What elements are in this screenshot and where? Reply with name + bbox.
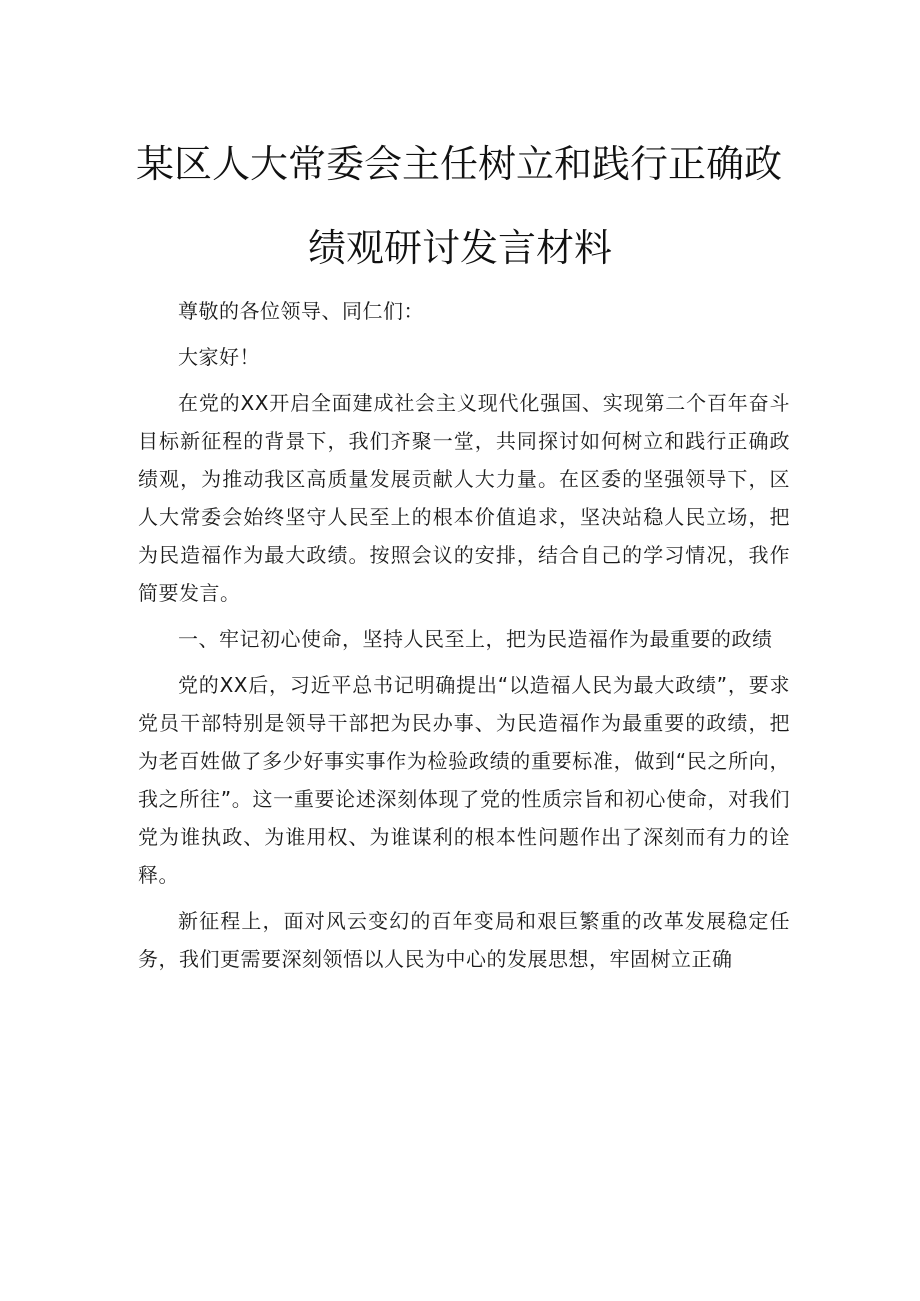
document-body <box>138 292 790 978</box>
document-title-line-2: 绩观研讨发言材料 <box>307 226 612 270</box>
section-heading: 一、牢记初心使命，坚持人民至上，把为民造福作为最重要的政绩 <box>178 627 773 651</box>
paragraph: 在党的XX开启全面建成社会主义现代化强国、实现第二个百年奋斗目标新征程的背景下，我们齐聚一堂，共同探讨如何树立和践行正确政绩观，为推动我区高质量发展贡献人大力量。在区委的坚强领导下，区人大常委会始终坚守人民至上的根本价值追求，坚决站稳人民立场，把为民造福作为最大政绩。按照会议的安排，结合自己的学习情况，我作简要发言。 <box>138 391 790 605</box>
paragraph: 新征程上，面对风云变幻的百年变局和艰巨繁重的改革发展稳定任务，我们更需要深刻领悟以人民为中心的发展思想，牢固树立正确 <box>138 909 790 971</box>
greeting: 大家好！ <box>178 345 260 369</box>
paragraph: 党的XX后，习近平总书记明确提出“以造福人民为最大政绩”，要求党员干部特别是领导干部把为民办事、为民造福作为最重要的政绩，把为老百姓做了多少好事实事作为检验政绩的重要标准，做到“民之所向，我之所往”。这一重要论述深刻体现了党的性质宗旨和初心使命，对我们党为谁执政、为谁用权、为谁谋利的根本性问题作出了深刻而有力的诠释。 <box>138 673 790 887</box>
document-title-line-1: 某区人大常委会主任树立和践行正确政 <box>136 142 783 186</box>
salutation: 尊敬的各位领导、同仁们： <box>178 299 424 323</box>
